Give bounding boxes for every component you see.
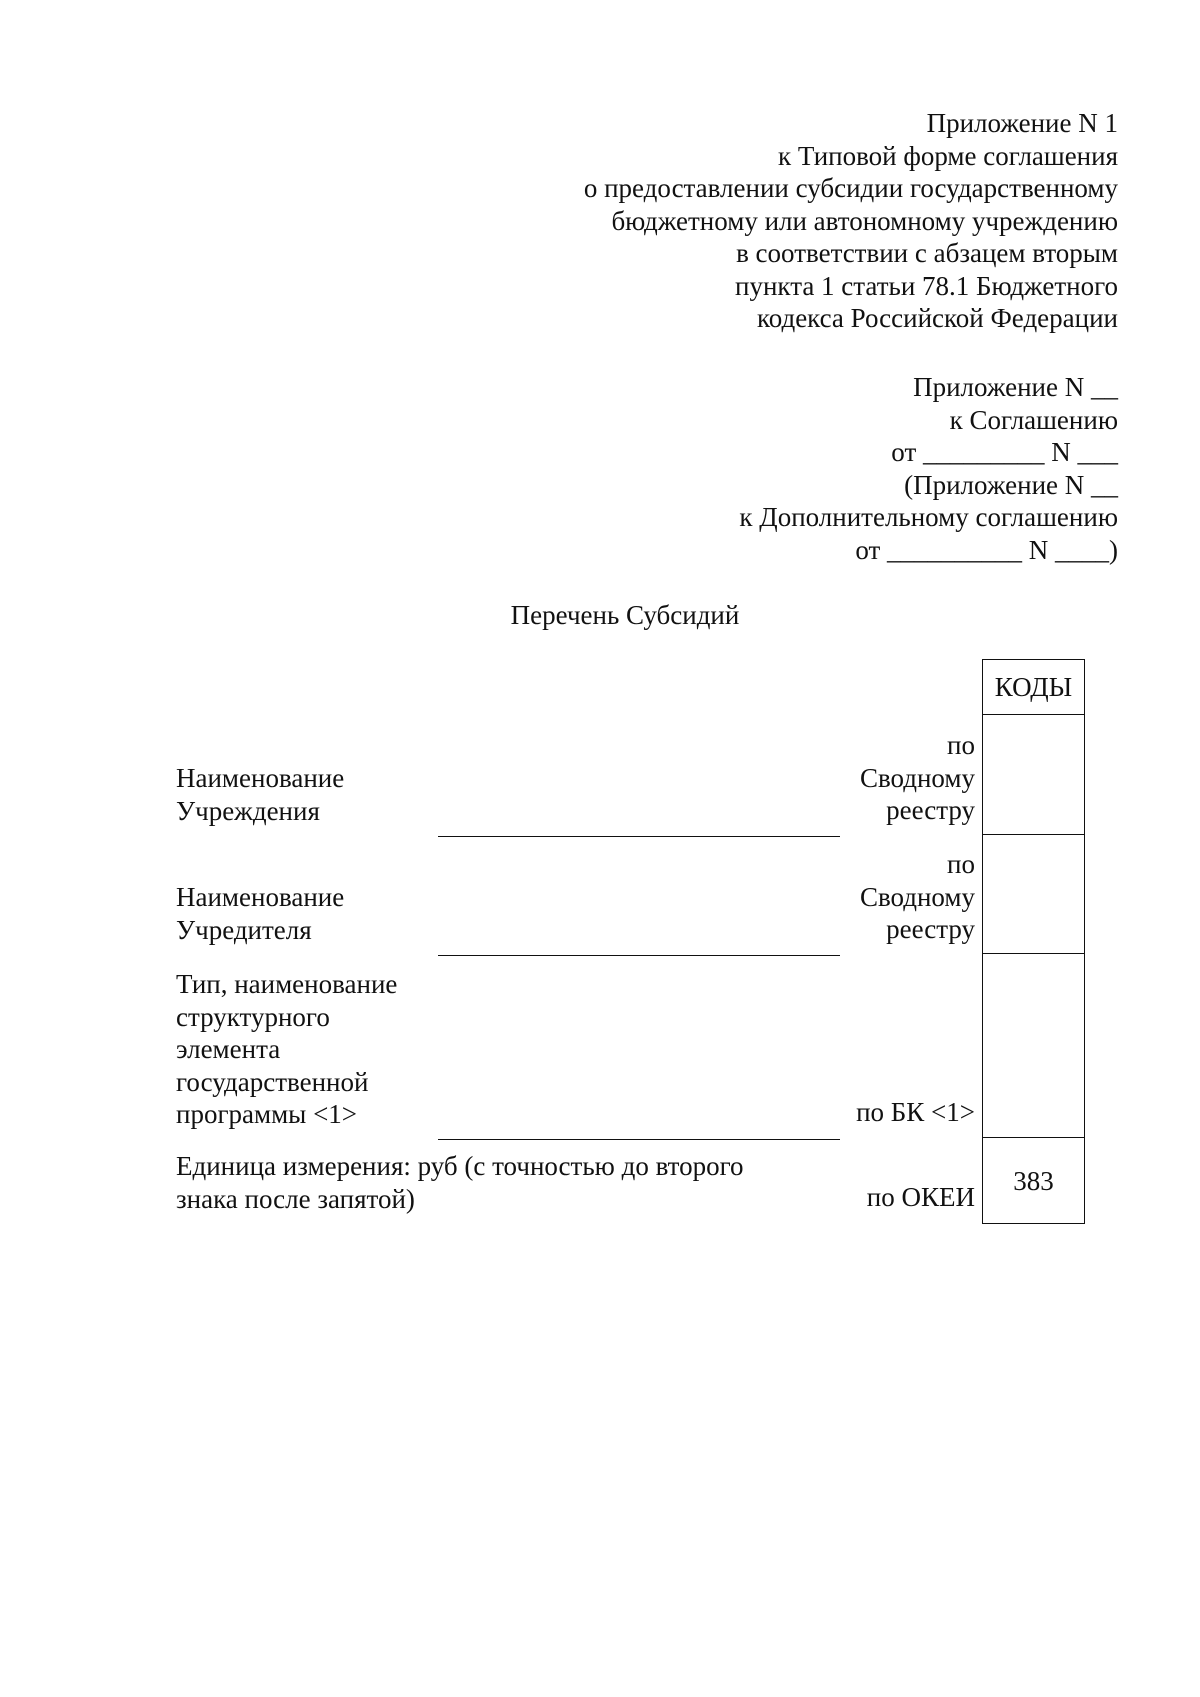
agreement-line: Приложение N __ xyxy=(913,372,1118,402)
code-label-okei xyxy=(867,1181,975,1214)
header-line: Приложение N 1 xyxy=(926,108,1118,138)
label-line: Учредителя xyxy=(176,914,312,945)
code-label-line: реестру xyxy=(886,914,975,944)
code-cell-institution[interactable] xyxy=(982,715,1085,835)
field-label-institution xyxy=(176,762,344,827)
header-line: о предоставлении субсидии государственному xyxy=(583,173,1118,203)
code-label-line: Сводному xyxy=(859,881,975,912)
agreement-line: от __________ N ____) xyxy=(855,534,1118,565)
label-line: Единица измерения: руб (с точностью до второго xyxy=(176,1151,744,1181)
label-line: программы <1> xyxy=(176,1099,358,1129)
field-label-program xyxy=(176,968,397,1131)
agreement-line: к Соглашению xyxy=(949,404,1118,435)
header-line: пункта 1 статьи 78.1 Бюджетного xyxy=(735,270,1118,301)
code-label-bk xyxy=(856,1096,975,1129)
code-label-line: по xyxy=(947,849,975,879)
agreement-line: к Дополнительному соглашению xyxy=(739,502,1118,532)
agreement-line: (Приложение N __ xyxy=(904,469,1118,500)
field-label-unit xyxy=(176,1150,744,1215)
code-cell-founder[interactable] xyxy=(982,835,1085,954)
label-line: Учреждения xyxy=(176,795,320,826)
label-line: Тип, наименование xyxy=(176,969,398,999)
code-label-line: по xyxy=(947,730,975,760)
label-line: знака после запятой) xyxy=(176,1183,415,1214)
code-label-line: реестру xyxy=(886,795,975,825)
header-line: бюджетному или автономному учреждению xyxy=(611,205,1118,236)
code-cell-program[interactable] xyxy=(982,954,1085,1138)
code-label-line: по ОКЕИ xyxy=(866,1182,975,1212)
label-line: Наименование xyxy=(176,763,345,793)
field-label-founder xyxy=(176,881,344,946)
appendix-header xyxy=(584,107,1118,335)
header-line: в соответствии с абзацем вторым xyxy=(736,238,1118,268)
label-line: структурного xyxy=(176,1001,330,1032)
fill-line-institution[interactable] xyxy=(438,836,840,837)
fill-line-program[interactable] xyxy=(438,1139,840,1140)
agreement-reference xyxy=(739,371,1118,566)
code-label-line: Сводному xyxy=(859,762,975,793)
header-line: к Типовой форме соглашения xyxy=(778,140,1118,171)
label-line: элемента xyxy=(176,1034,281,1064)
document-title: Перечень Субсидий xyxy=(510,600,740,630)
fill-line-founder[interactable] xyxy=(438,955,840,956)
code-label-line: по БК <1> xyxy=(856,1097,975,1127)
agreement-line: от _________ N ___ xyxy=(891,437,1118,467)
code-label-registry xyxy=(860,848,975,946)
code-cell-unit: 383 xyxy=(982,1138,1085,1224)
code-label-registry xyxy=(860,729,975,827)
label-line: государственной xyxy=(176,1066,369,1097)
header-line: кодекса Российской Федерации xyxy=(756,303,1118,333)
label-line: Наименование xyxy=(176,882,345,912)
codes-header: КОДЫ xyxy=(982,659,1085,715)
